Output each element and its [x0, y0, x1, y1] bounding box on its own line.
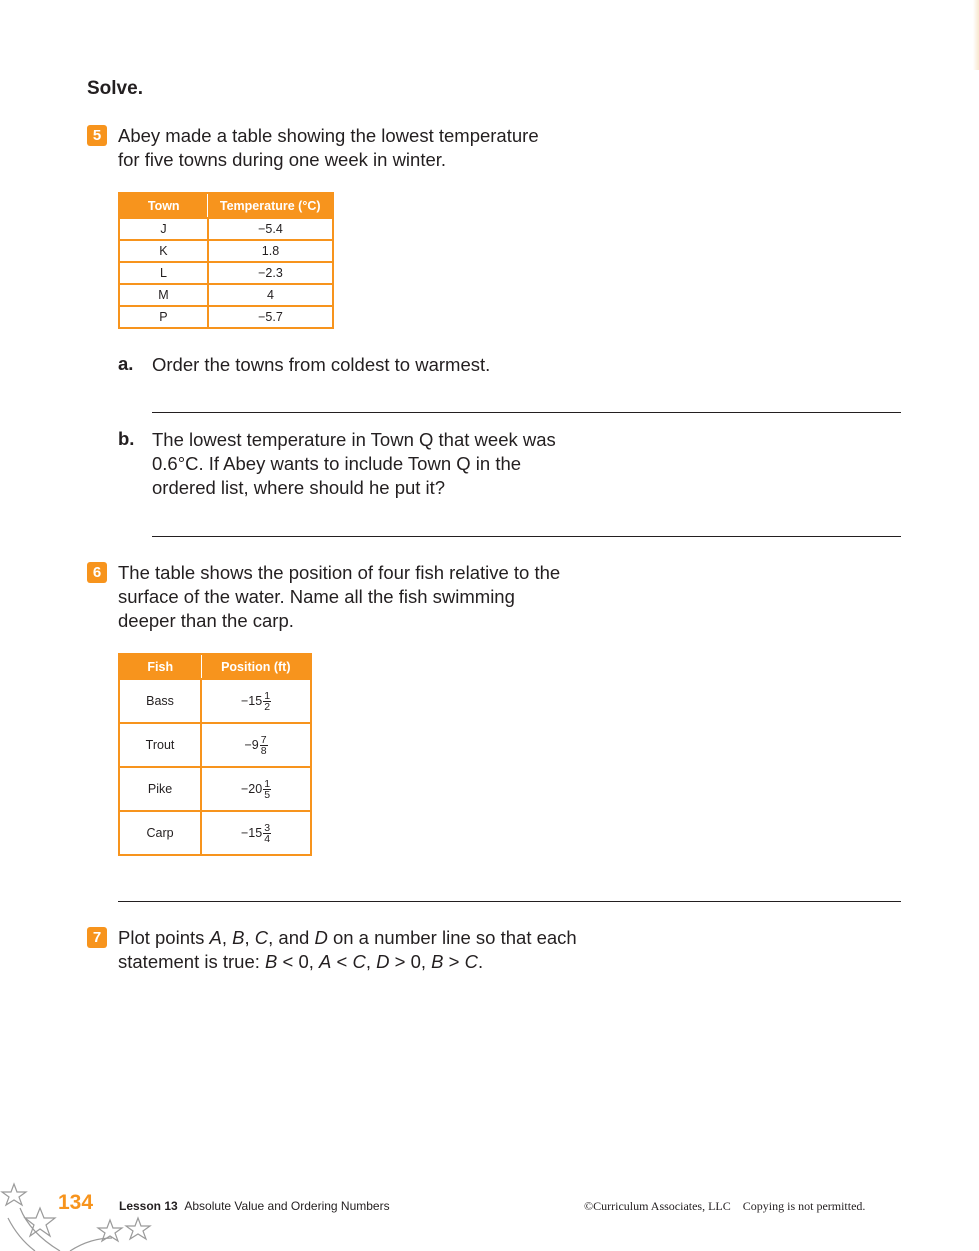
column-header-town: Town [119, 193, 208, 218]
part-b-line-2: 0.6°C. If Abey wants to include Town Q in the [152, 453, 522, 474]
position-whole: −20 [241, 781, 263, 796]
column-header-temperature: Temperature (°C) [208, 193, 333, 218]
table-header-row [119, 654, 311, 679]
point-d: D [376, 951, 390, 972]
lesson-label: Lesson 13 [119, 1199, 178, 1213]
question-7-text [118, 926, 638, 974]
text-run: > [443, 951, 465, 972]
part-b-label: b. [118, 428, 135, 449]
point-c: C [254, 927, 269, 948]
copyright-text: ©Curriculum Associates, LLC [584, 1199, 731, 1213]
point-c: C [352, 951, 366, 972]
point-b: B [431, 951, 444, 972]
part-a-text: Order the towns from coldest to warmest. [152, 354, 491, 375]
text-run: > 0, [389, 951, 432, 972]
table-row [119, 679, 311, 723]
fraction-numerator: 1 [264, 777, 271, 790]
point-a: A [319, 951, 332, 972]
table-row [119, 306, 333, 328]
point-d: D [314, 927, 328, 948]
text-run: , and [268, 927, 315, 948]
table-row [119, 262, 333, 284]
page-edge-tab [973, 0, 979, 70]
answer-line-a[interactable] [152, 412, 901, 413]
town-cell: P [119, 306, 208, 328]
text-run: < [331, 951, 353, 972]
town-cell: K [119, 240, 208, 262]
question-6-line-2: surface of the water. Name all the fish swimming [118, 586, 515, 607]
town-cell: J [119, 218, 208, 240]
point-b: B [232, 927, 245, 948]
temperature-table [118, 192, 334, 329]
fraction-numerator: 1 [264, 689, 271, 702]
star-icon [2, 1184, 26, 1205]
fraction-denominator: 2 [264, 700, 271, 713]
position-cell [201, 679, 311, 723]
position-fraction [263, 691, 271, 712]
text-run: . [477, 951, 484, 972]
question-5-text [118, 124, 588, 172]
table-row [119, 811, 311, 855]
position-fraction [263, 779, 271, 800]
text-run: , [221, 927, 233, 948]
table-row [119, 284, 333, 306]
column-header-fish: Fish [119, 654, 201, 679]
text-run: on a number line so that each [327, 927, 577, 948]
footer-copyright [584, 1199, 865, 1214]
part-a-label: a. [118, 353, 134, 374]
footer-lesson [119, 1199, 390, 1213]
position-whole: −9 [244, 737, 259, 752]
position-cell [201, 811, 311, 855]
answer-line-6[interactable] [118, 901, 901, 902]
point-c: C [464, 951, 478, 972]
temperature-cell: 1.8 [208, 240, 333, 262]
text-run: statement is true: [118, 951, 266, 972]
question-6-line-1: The table shows the position of four fish relative to the [118, 562, 561, 583]
table-header-row [119, 193, 333, 218]
question-5-line-1: Abey made a table showing the lowest temperature [118, 125, 539, 146]
fish-position-table [118, 653, 312, 856]
table-row [119, 240, 333, 262]
copy-notice: Copying is not permitted. [742, 1199, 866, 1213]
position-fraction [263, 823, 271, 844]
fish-cell: Bass [119, 679, 201, 723]
table-row [119, 218, 333, 240]
point-b: B [265, 951, 278, 972]
fish-cell: Carp [119, 811, 201, 855]
text-run: , [244, 927, 255, 948]
fish-cell: Pike [119, 767, 201, 811]
fraction-denominator: 5 [264, 788, 271, 801]
temperature-cell: −5.7 [208, 306, 333, 328]
part-b-line-3: ordered list, where should he put it? [152, 477, 446, 498]
section-heading: Solve. [87, 78, 143, 99]
question-6-line-3: deeper than the carp. [118, 610, 294, 631]
question-7-line-1 [118, 926, 638, 950]
question-6-text [118, 561, 588, 633]
temperature-cell: −5.4 [208, 218, 333, 240]
lesson-title: Absolute Value and Ordering Numbers [184, 1199, 390, 1213]
position-whole: −15 [241, 693, 263, 708]
answer-line-b[interactable] [152, 536, 901, 537]
fraction-numerator: 3 [264, 821, 271, 834]
position-cell [201, 767, 311, 811]
fish-cell: Trout [119, 723, 201, 767]
part-b-text [152, 428, 572, 500]
star-icon [25, 1208, 55, 1236]
table-row [119, 723, 311, 767]
text-run: , [365, 951, 377, 972]
question-6-badge: 6 [87, 562, 107, 583]
question-7-line-2 [118, 950, 638, 974]
point-a: A [209, 927, 222, 948]
question-5-line-2: for five towns during one week in winter. [118, 149, 447, 170]
text-run: < 0, [277, 951, 320, 972]
town-cell: L [119, 262, 208, 284]
position-fraction [260, 735, 268, 756]
table-row [119, 767, 311, 811]
text-run: Plot points [118, 927, 210, 948]
fraction-numerator: 7 [260, 733, 267, 746]
question-5-badge: 5 [87, 125, 107, 146]
page-number: 134 [58, 1191, 94, 1214]
temperature-cell: −2.3 [208, 262, 333, 284]
position-whole: −15 [241, 825, 263, 840]
fraction-denominator: 8 [260, 744, 267, 757]
star-icon [126, 1218, 150, 1239]
column-header-position: Position (ft) [201, 654, 311, 679]
part-b-line-1: The lowest temperature in Town Q that week was [152, 429, 556, 450]
fraction-denominator: 4 [264, 832, 271, 845]
position-cell [201, 723, 311, 767]
temperature-cell: 4 [208, 284, 333, 306]
town-cell: M [119, 284, 208, 306]
question-7-badge: 7 [87, 927, 107, 948]
